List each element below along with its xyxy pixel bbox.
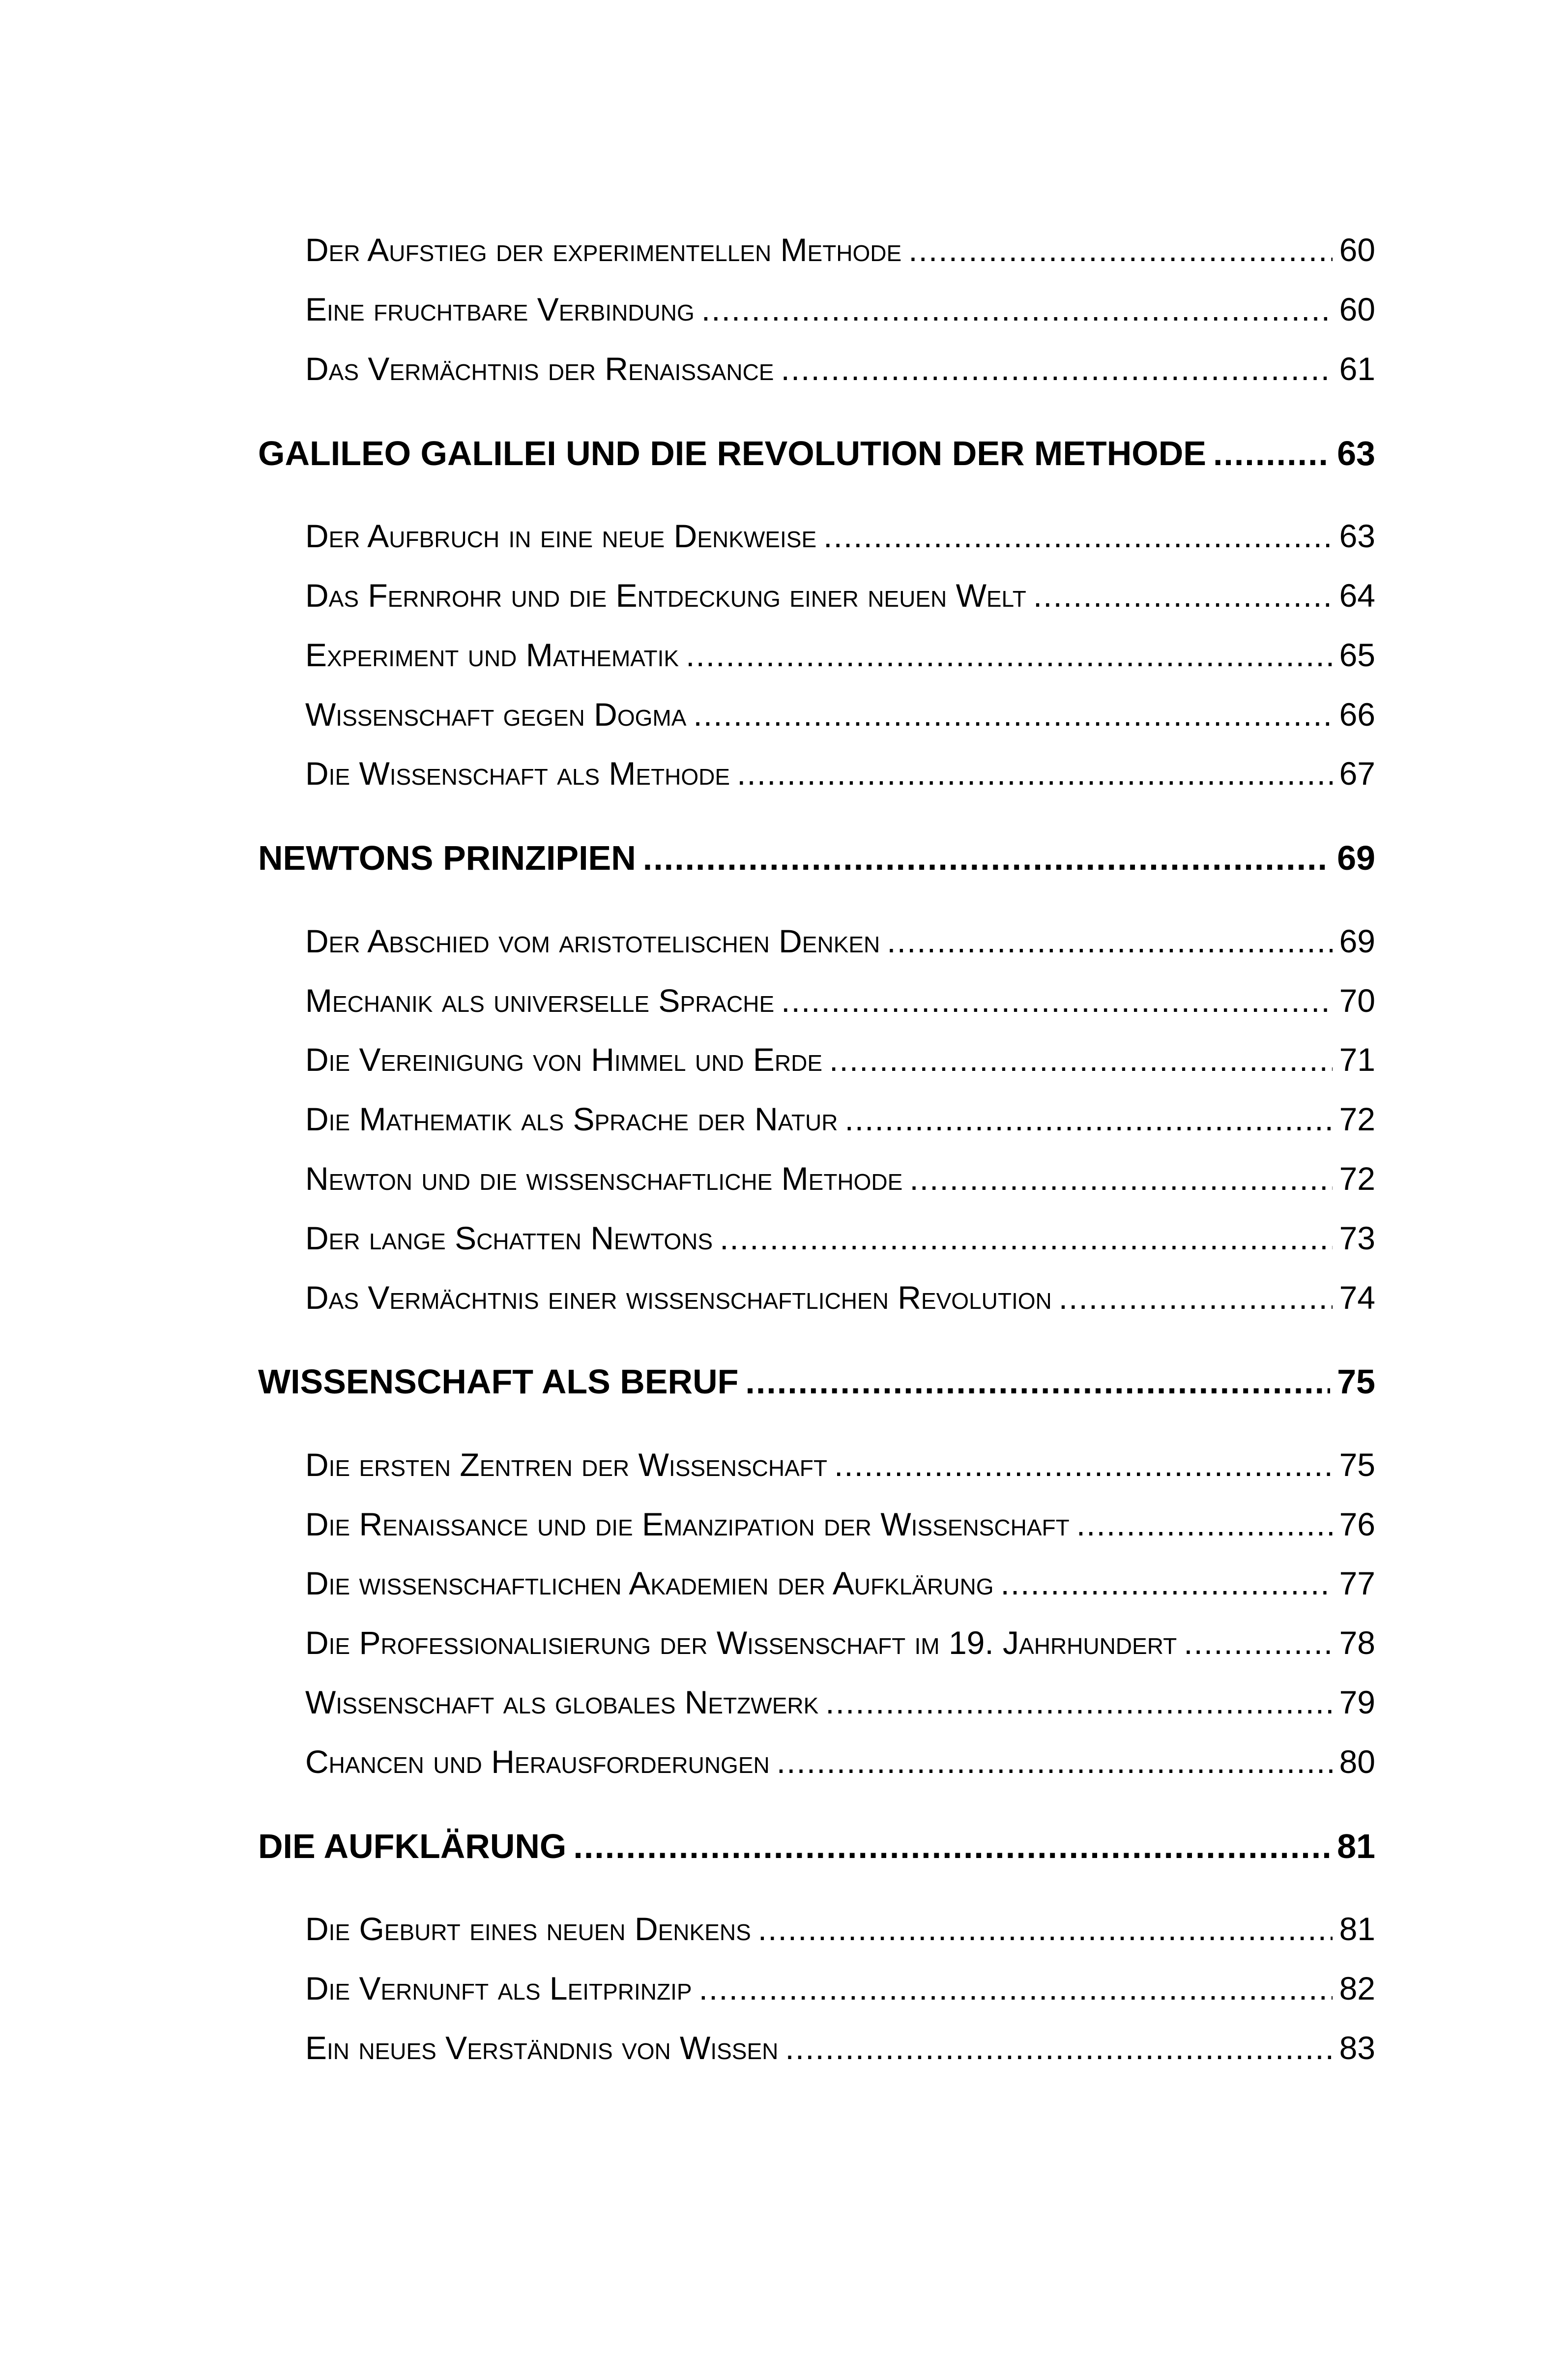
toc-entry-title: Eine fruchtbare Verbindung [305,291,695,327]
toc-chapter-page: 75 [1337,1362,1375,1401]
dot-leader [745,1362,1330,1401]
toc-entry-page: 79 [1339,1684,1375,1720]
dot-leader [777,1743,1333,1780]
toc-entry-title: Die Mathematik als Sprache der Natur [305,1101,838,1137]
dot-leader [781,350,1333,387]
dot-leader [1076,1505,1333,1543]
dot-leader [825,1683,1332,1721]
toc-chapter-title: NEWTONS PRINZIPIEN [258,839,636,877]
toc-entry-page: 82 [1339,1970,1375,2006]
toc-entry[interactable] [305,1219,1375,1257]
toc-entry-page: 72 [1339,1101,1375,1137]
toc-entry-title: Der Aufstieg der experimentellen Methode [305,232,902,268]
toc-entry-title: Chancen und Herausforderungen [305,1743,770,1780]
toc-entry[interactable] [305,291,1375,328]
toc-entry-title: Das Fernrohr und die Entdeckung einer neuen Welt [305,577,1026,614]
toc-entry-title: Mechanik als universelle Sprache [305,982,775,1019]
toc-entry-page: 60 [1339,291,1375,327]
toc-entry-title: Ein neues Verständnis von Wissen [305,2030,779,2066]
dot-leader [887,922,1332,960]
toc-entry[interactable] [305,1564,1375,1602]
toc-entry-page: 76 [1339,1506,1375,1542]
toc-entry-page: 61 [1339,351,1375,387]
dot-leader [834,1446,1333,1483]
toc-entry-page: 64 [1339,577,1375,614]
toc-entry-title: Die Professionalisierung der Wissenschaft im 19. Jahrhundert [305,1624,1177,1661]
toc-entry-page: 67 [1339,755,1375,792]
toc-entry-page: 69 [1339,923,1375,959]
toc-entry[interactable] [305,1970,1375,2007]
toc-entry-page: 74 [1339,1279,1375,1316]
toc-entry[interactable] [305,350,1375,387]
toc-entry[interactable] [305,1910,1375,1947]
toc-entry-title: Wissenschaft gegen Dogma [305,696,687,733]
toc-chapter-page: 63 [1337,434,1375,472]
toc-entry-page: 60 [1339,232,1375,268]
dot-leader [1001,1564,1333,1602]
dot-leader [781,982,1332,1019]
dot-leader [844,1100,1332,1138]
toc-entry-title: Der Abschied vom aristotelischen Denken [305,923,880,959]
toc-entry-page: 81 [1339,1911,1375,1947]
toc-entry-title: Die Wissenschaft als Methode [305,755,730,792]
toc-entry[interactable] [305,696,1375,733]
toc-chapter-page: 69 [1337,839,1375,877]
dot-leader [758,1910,1333,1947]
toc-entry[interactable] [305,1683,1375,1721]
toc-entry-title: Die Geburt eines neuen Denkens [305,1911,751,1947]
toc-entry[interactable] [305,577,1375,614]
toc-entry-page: 70 [1339,982,1375,1019]
toc-entry-title: Das Vermächtnis der Renaissance [305,351,774,387]
toc-chapter-title: GALILEO GALILEI UND DIE REVOLUTION DER METHODE [258,434,1206,472]
toc-entry-title: Die Vereinigung von Himmel und Erde [305,1041,823,1078]
dot-leader [737,755,1332,792]
toc-entry-page: 75 [1339,1446,1375,1483]
toc-entry-title: Die wissenschaftlichen Akademien der Aufklärung [305,1565,994,1601]
toc-entry-title: Das Vermächtnis einer wissenschaftlichen Revolution [305,1279,1052,1316]
dot-leader [720,1219,1333,1257]
toc-entry[interactable] [305,2029,1375,2066]
toc-entry-title: Wissenschaft als globales Netzwerk [305,1684,819,1720]
dot-leader [686,636,1332,674]
toc-entry[interactable] [305,982,1375,1019]
dot-leader [693,696,1332,733]
dot-leader [909,1160,1332,1197]
dot-leader [701,291,1333,328]
toc-chapter-title: DIE AUFKLÄRUNG [258,1827,567,1865]
toc-entry[interactable] [305,1505,1375,1543]
dot-leader [908,231,1332,268]
toc-entry-title: Der lange Schatten Newtons [305,1220,713,1256]
dot-leader [1184,1624,1332,1661]
toc-entry-page: 83 [1339,2030,1375,2066]
toc-chapter-page: 81 [1337,1827,1375,1865]
toc-entry-page: 73 [1339,1220,1375,1256]
toc-entry-page: 71 [1339,1041,1375,1078]
dot-leader [699,1970,1333,2007]
toc-entry[interactable] [305,1100,1375,1138]
toc-entry-title: Die Vernunft als Leitprinzip [305,1970,692,2006]
toc-chapter-title: WISSENSCHAFT ALS BERUF [258,1362,739,1401]
toc-entry-title: Newton und die wissenschaftliche Methode [305,1160,903,1197]
toc-entry[interactable] [305,1446,1375,1483]
toc-entry-page: 66 [1339,696,1375,733]
toc-entry[interactable] [305,517,1375,555]
toc-entry[interactable] [305,1160,1375,1197]
toc-entry-page: 65 [1339,637,1375,673]
dot-leader [823,517,1332,555]
toc-chapter[interactable] [258,1362,1375,1401]
toc-entry-page: 80 [1339,1743,1375,1780]
toc-entry[interactable] [305,636,1375,674]
toc-chapter[interactable] [258,838,1375,878]
toc-entry-page: 78 [1339,1624,1375,1661]
toc-entry-title: Die Renaissance und die Emanzipation der Wissenschaft [305,1506,1070,1542]
toc-entry[interactable] [305,1743,1375,1780]
toc-entry[interactable] [305,755,1375,792]
dot-leader [573,1827,1330,1866]
toc-entry[interactable] [305,922,1375,960]
toc-entry-title: Experiment und Mathematik [305,637,679,673]
toc-entry-page: 77 [1339,1565,1375,1601]
dot-leader [829,1041,1333,1078]
dot-leader [1033,577,1333,614]
toc-chapter[interactable] [258,434,1375,473]
toc-entry[interactable] [305,1624,1375,1661]
toc-entry[interactable] [305,1279,1375,1316]
toc-entry-page: 72 [1339,1160,1375,1197]
toc-entry-title: Die ersten Zentren der Wissenschaft [305,1446,827,1483]
toc-entry-title: Der Aufbruch in eine neue Denkweise [305,518,817,554]
dot-leader [1059,1279,1333,1316]
dot-leader [643,838,1330,878]
toc-entry[interactable] [305,231,1375,268]
toc-entry[interactable] [305,1041,1375,1078]
toc-chapter[interactable] [258,1827,1375,1866]
toc-entry-page: 63 [1339,518,1375,554]
dot-leader [785,2029,1332,2066]
dot-leader [1213,434,1330,473]
